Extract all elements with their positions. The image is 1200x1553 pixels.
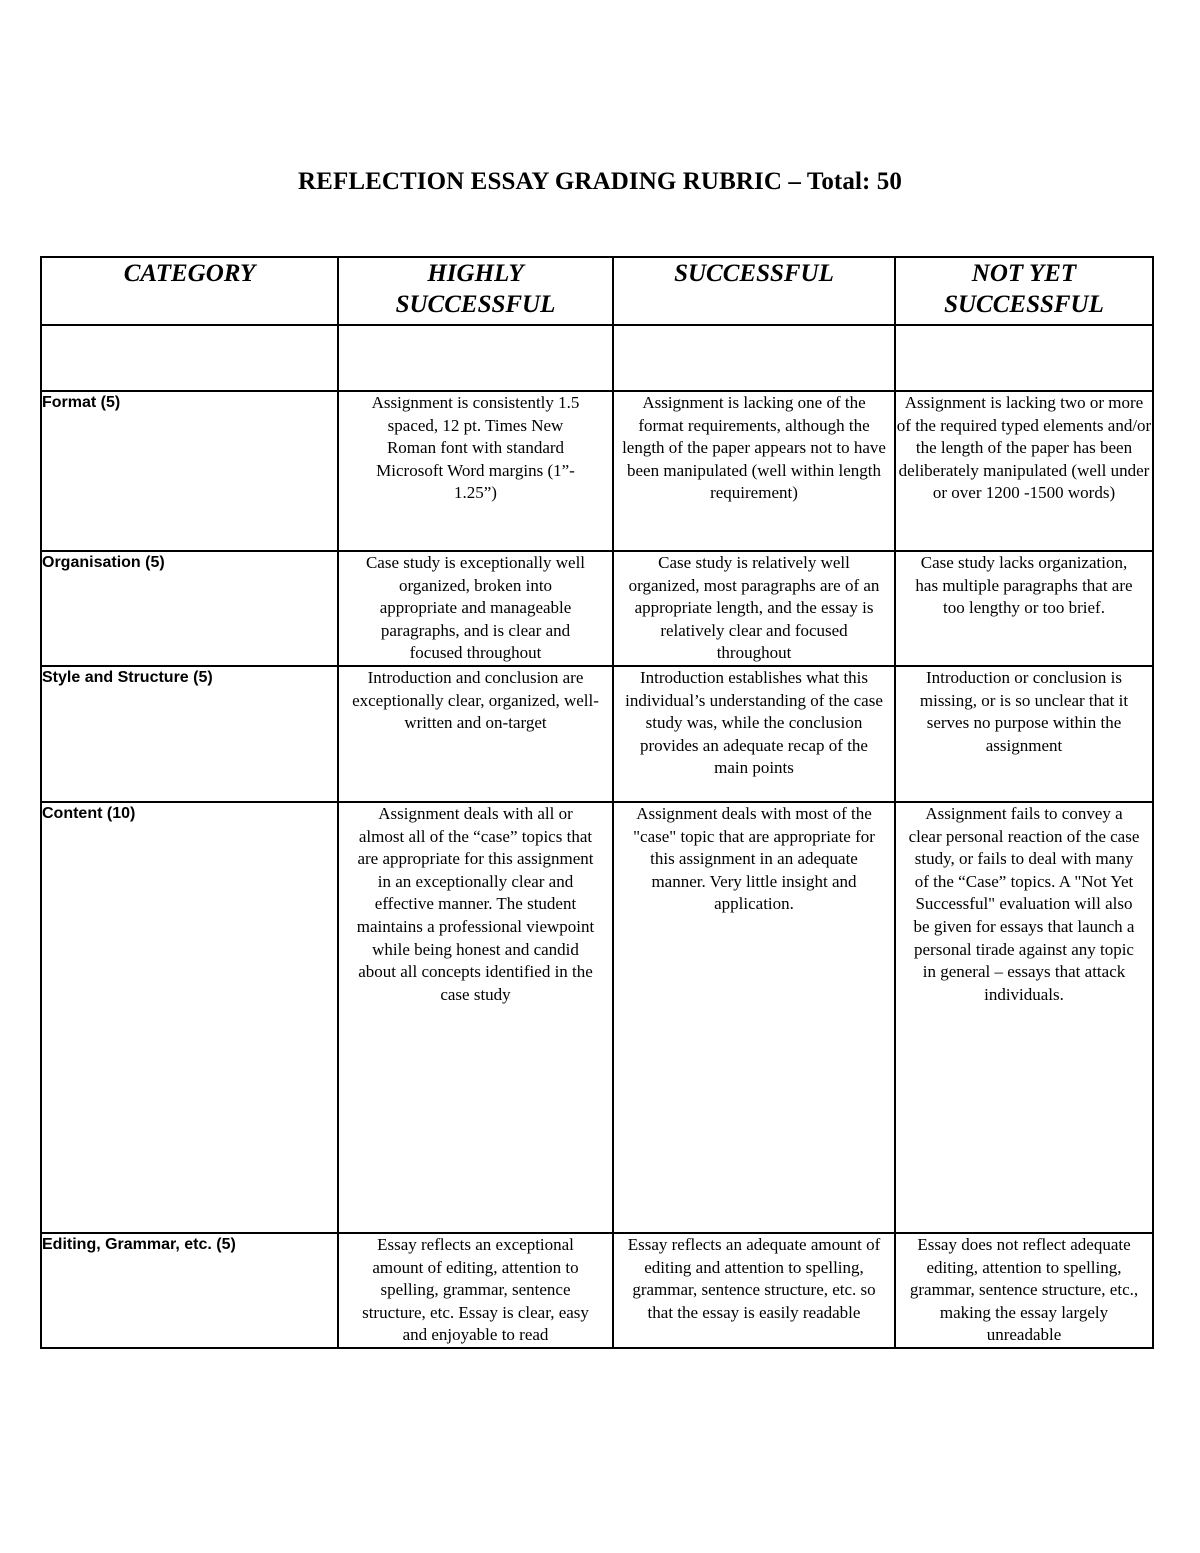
table-row [41,551,1153,666]
successful-desc: Case study is relatively well organized, most paragraphs are of an appropriate length, and the essay is relatively clear and focused throughout [613,551,895,666]
category-style-structure: Style and Structure (5) [41,666,338,802]
blank-row [41,325,1153,391]
successful-desc: Essay reflects an adequate amount of editing and attention to spelling, grammar, sentence structure, etc. so that the essay is easily readable [613,1233,895,1348]
header-highly-successful: HIGHLY SUCCESSFUL [338,257,613,325]
not-yet-successful-desc: Case study lacks organization, has multiple paragraphs that are too lengthy or too brief. [895,551,1153,666]
not-yet-successful-desc: Essay does not reflect adequate editing, attention to spelling, grammar, sentence structure, etc., making the essay largely unreadable [895,1233,1153,1348]
page-title: REFLECTION ESSAY GRADING RUBRIC – Total: 50 [298,168,902,195]
highly-successful-desc: Case study is exceptionally well organized, broken into appropriate and manageable paragraphs, and is clear and focused throughout [338,551,613,666]
table-row [41,1233,1153,1348]
header-successful: SUCCESSFUL [613,257,895,325]
not-yet-successful-desc: Introduction or conclusion is missing, or is so unclear that it serves no purpose within the assignment [895,666,1153,802]
blank-cell [613,325,895,391]
header-row [41,257,1153,325]
table-row [41,802,1153,1233]
successful-desc: Introduction establishes what this individual’s understanding of the case study was, while the conclusion provides an adequate recap of the main points [613,666,895,802]
highly-successful-desc: Assignment is consistently 1.5 spaced, 12 pt. Times New Roman font with standard Microsoft Word margins (1”- 1.25”) [338,391,613,551]
highly-successful-desc: Assignment deals with all or almost all of the “case” topics that are appropriate for this assignment in an exceptionally clear and effective manner. The student maintains a professional viewpoint while being honest and candid about all concepts identified in the case study [338,802,613,1233]
not-yet-successful-desc: Assignment is lacking two or more of the required typed elements and/or the length of the paper has been deliberately manipulated (well under or over 1200 -1500 words) [895,391,1153,551]
header-category: CATEGORY [41,257,338,325]
blank-cell [41,325,338,391]
successful-desc: Assignment is lacking one of the format requirements, although the length of the paper appears not to have been manipulated (well within length requirement) [613,391,895,551]
header-not-yet-successful: NOT YET SUCCESSFUL [895,257,1153,325]
table-row [41,666,1153,802]
category-content: Content (10) [41,802,338,1233]
category-organisation: Organisation (5) [41,551,338,666]
not-yet-successful-desc: Assignment fails to convey a clear personal reaction of the case study, or fails to deal with many of the “Case” topics. A "Not Yet Successful" evaluation will also be given for essays that launch a personal tirade against any topic in general – essays that attack individuals. [895,802,1153,1233]
category-editing-grammar: Editing, Grammar, etc. (5) [41,1233,338,1348]
successful-desc: Assignment deals with most of the "case" topic that are appropriate for this assignment in an adequate manner. Very little insight and application. [613,802,895,1233]
category-format: Format (5) [41,391,338,551]
table-row [41,391,1153,551]
blank-cell [895,325,1153,391]
highly-successful-desc: Introduction and conclusion are exceptionally clear, organized, well-written and on-target [338,666,613,802]
blank-cell [338,325,613,391]
rubric-table [40,256,1154,1349]
highly-successful-desc: Essay reflects an exceptional amount of editing, attention to spelling, grammar, sentence structure, etc. Essay is clear, easy and enjoyable to read [338,1233,613,1348]
